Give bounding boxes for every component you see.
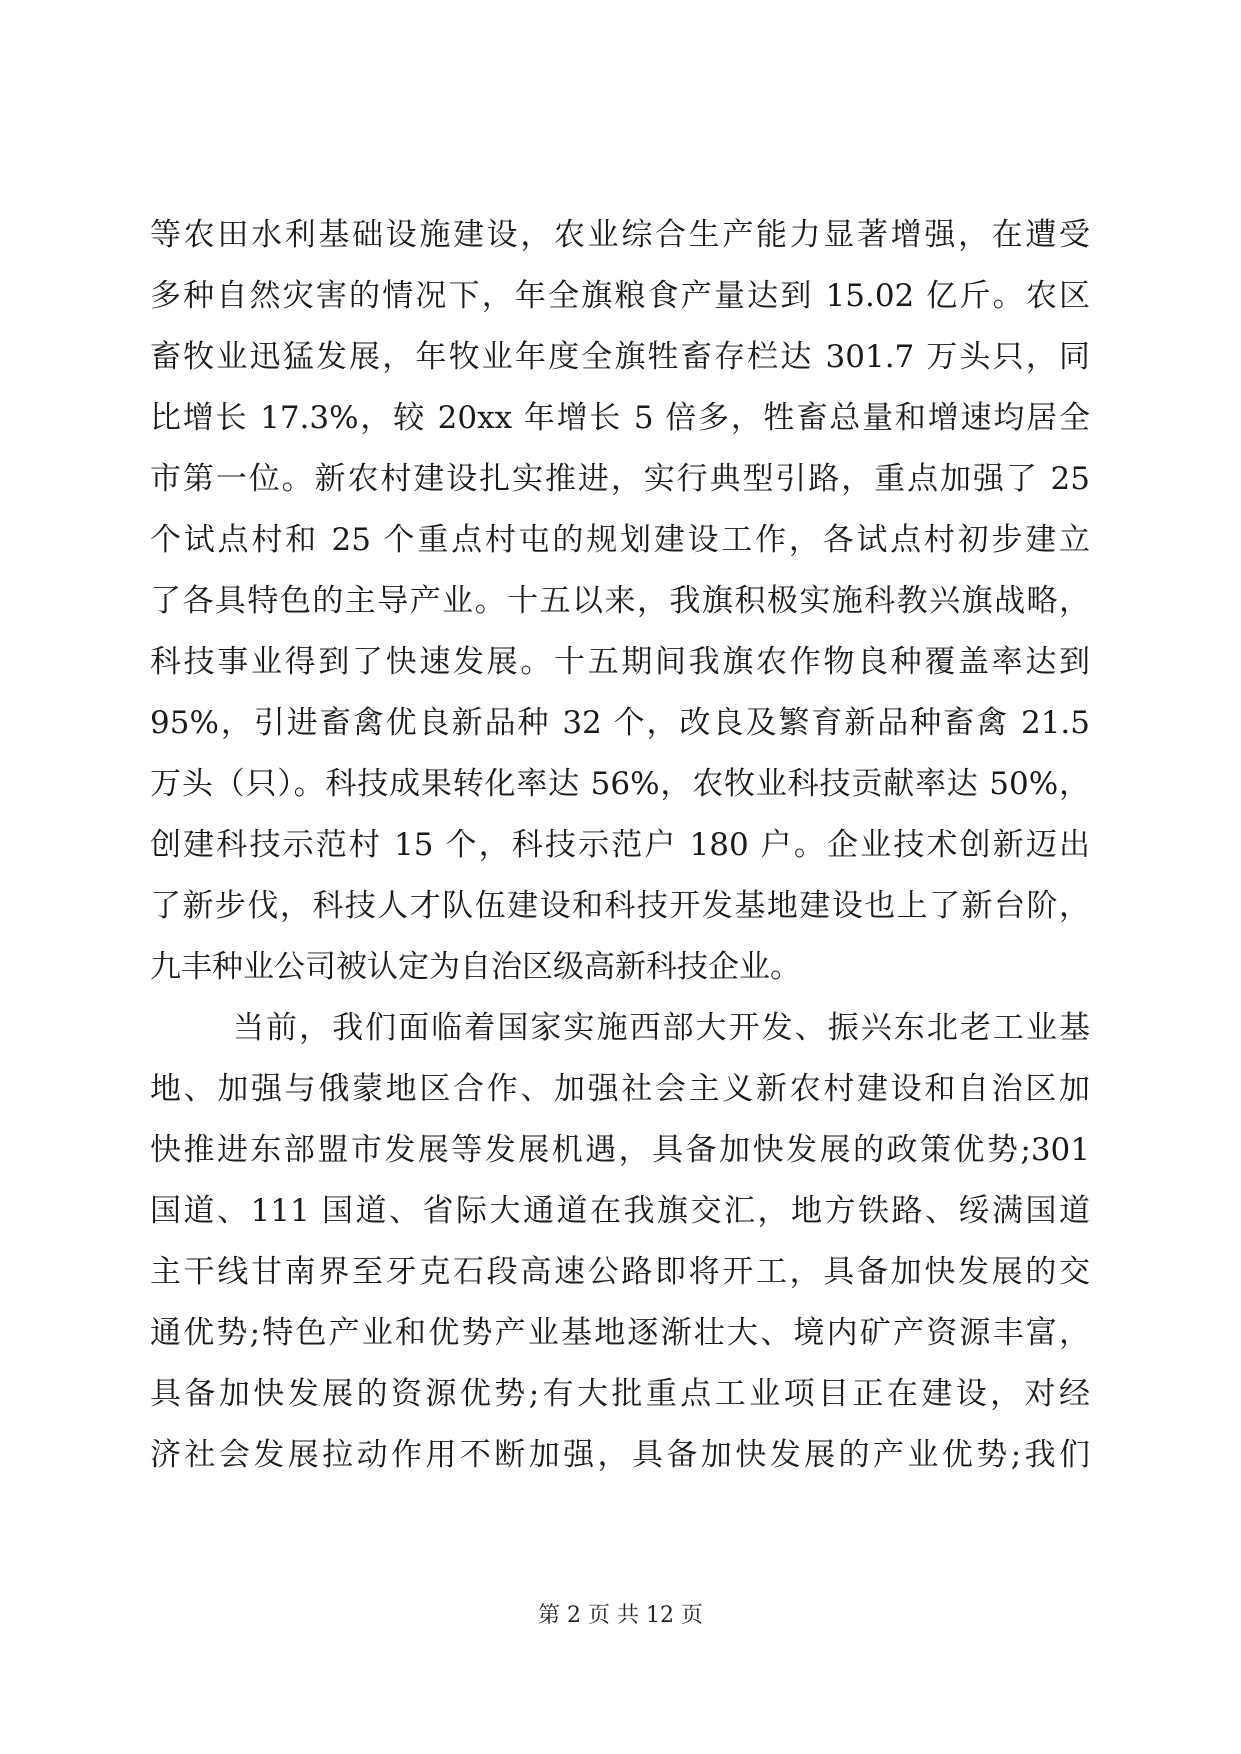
text-line: 快推进东部盟市发展等发展机遇，具备加快发展的政策优势;301 — [150, 1132, 1090, 1168]
text-line: 地、加强与俄蒙地区合作、加强社会主义新农村建设和自治区加 — [150, 1071, 1090, 1107]
text-line: 个试点村和 25 个重点村屯的规划建设工作，各试点村初步建立 — [150, 522, 1090, 558]
text-line: 科技事业得到了快速发展。十五期间我旗农作物良种覆盖率达到 — [150, 644, 1090, 680]
text-line: 比增长 17.3%，较 20xx 年增长 5 倍多，牲畜总量和增速均居全 — [150, 400, 1090, 436]
text-line: 多种自然灾害的情况下，年全旗粮食产量达到 15.02 亿斤。农区 — [150, 278, 1090, 314]
text-line: 95%，引进畜禽优良新品种 32 个，改良及繁育新品种畜禽 21.5 — [150, 705, 1090, 741]
text-line: 畜牧业迅猛发展，年牧业年度全旗牲畜存栏达 301.7 万头只，同 — [150, 339, 1090, 375]
text-line: 万头（只）。科技成果转化率达 56%，农牧业科技贡献率达 50%， — [150, 766, 1090, 802]
paragraph-end-line: 九丰种业公司被认定为自治区级高新科技企业。 — [150, 949, 801, 985]
paragraph-start-line: 当前，我们面临着国家实施西部大开发、振兴东北老工业基 — [233, 1010, 1090, 1046]
page-number-footer: 第 2 页 共 12 页 — [538, 1603, 703, 1628]
text-line: 国道、111 国道、省际大通道在我旗交汇，地方铁路、绥满国道 — [150, 1193, 1090, 1229]
text-line: 了各具特色的主导产业。十五以来，我旗积极实施科教兴旗战略， — [150, 583, 1090, 619]
text-line: 市第一位。新农村建设扎实推进，实行典型引路，重点加强了 25 — [150, 461, 1090, 497]
text-line: 主干线甘南界至牙克石段高速公路即将开工，具备加快发展的交 — [150, 1254, 1090, 1290]
text-line: 等农田水利基础设施建设，农业综合生产能力显著增强，在遭受 — [150, 217, 1090, 253]
text-line: 济社会发展拉动作用不断加强，具备加快发展的产业优势;我们 — [150, 1437, 1090, 1473]
text-line: 创建科技示范村 15 个，科技示范户 180 户。企业技术创新迈出 — [150, 827, 1090, 863]
text-line: 通优势;特色产业和优势产业基地逐渐壮大、境内矿产资源丰富， — [150, 1315, 1090, 1351]
text-line: 具备加快发展的资源优势;有大批重点工业项目正在建设，对经 — [150, 1376, 1090, 1412]
body-text — [150, 205, 1090, 1486]
text-line: 了新步伐，科技人才队伍建设和科技开发基地建设也上了新台阶， — [150, 888, 1090, 924]
